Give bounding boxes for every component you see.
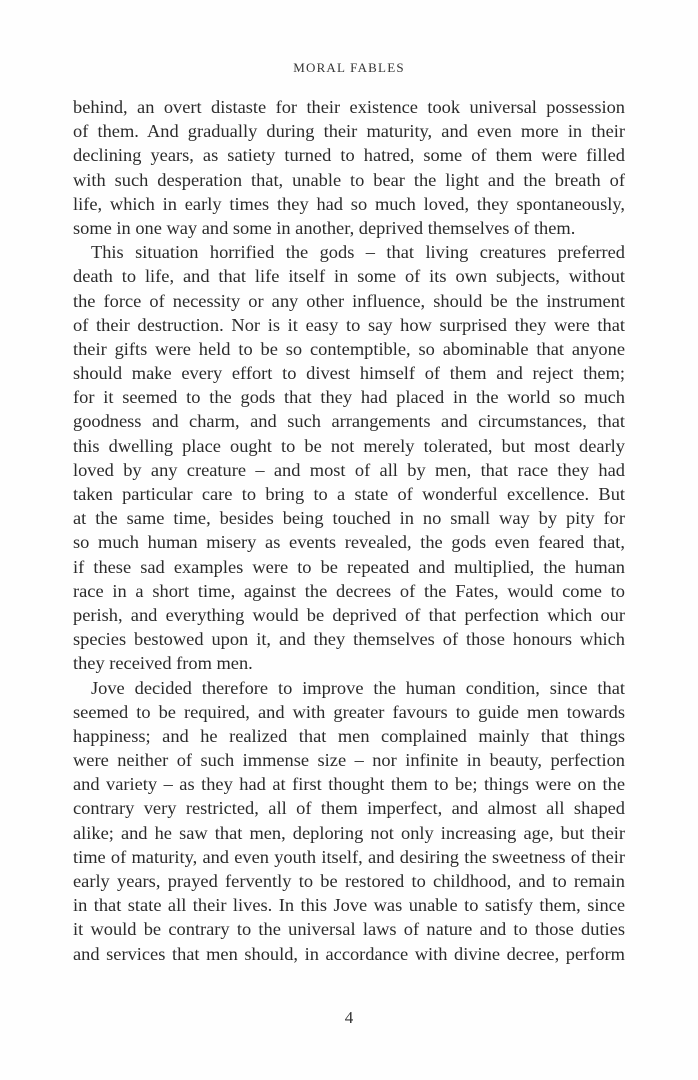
- text-line: race in a short time, against the decrees of the Fates, would come to: [73, 580, 625, 601]
- text-line: and variety – as they had at first thought them to be; things were on the: [73, 774, 625, 795]
- text-line: This situation horrified the gods – that living creatures preferred: [91, 242, 625, 263]
- text-line: loved by any creature – and most of all by men, that race they had: [73, 459, 625, 480]
- text-line: alike; and he saw that men, deploring not only increasing age, but their: [73, 822, 625, 843]
- text-line: and services that men should, in accordance with divine decree, perform: [73, 943, 625, 964]
- paragraph: [73, 95, 625, 240]
- text-line: if these sad examples were to be repeated and multiplied, the human: [73, 556, 625, 577]
- text-line: in that state all their lives. In this Jove was unable to satisfy them, since: [73, 895, 625, 916]
- paragraph: [73, 240, 625, 675]
- text-line: their gifts were held to be so contemptible, so abominable that anyone: [73, 338, 625, 359]
- text-line: of them. And gradually during their maturity, and even more in their: [73, 121, 625, 142]
- text-line: contrary very restricted, all of them imperfect, and almost all shaped: [73, 798, 625, 819]
- body-text: [73, 95, 625, 966]
- text-line: at the same time, besides being touched in no small way by pity for: [73, 508, 625, 529]
- text-line: Jove decided therefore to improve the human condition, since that: [91, 677, 625, 698]
- text-line: taken particular care to bring to a state of wonderful excellence. But: [73, 484, 625, 504]
- text-line: it would be contrary to the universal laws of nature and to those duties: [73, 919, 625, 940]
- paragraph: [73, 676, 625, 966]
- text-line: early years, prayed fervently to be restored to childhood, and to remain: [73, 871, 625, 891]
- text-line: species bestowed upon it, and they themselves of those honours which: [73, 629, 625, 650]
- text-line: for it seemed to the gods that they had placed in the world so much: [73, 387, 625, 408]
- text-line: declining years, as satiety turned to hatred, some of them were filled: [73, 145, 625, 166]
- text-line: should make every effort to divest himself of them and reject them;: [73, 363, 625, 384]
- text-line: they received from men.: [73, 653, 253, 674]
- text-line: time of maturity, and even youth itself, and desiring the sweetness of their: [73, 846, 625, 867]
- text-line: perish, and everything would be deprived of that perfection which our: [73, 604, 625, 625]
- text-line: with such desperation that, unable to bear the light and the breath of: [73, 169, 625, 190]
- text-line: this dwelling place ought to be not merely tolerated, but most dearly: [73, 435, 625, 456]
- text-line: some in one way and some in another, deprived themselves of them.: [73, 217, 576, 238]
- page-number: 4: [344, 1008, 354, 1027]
- text-line: happiness; and he realized that men complained mainly that things: [73, 725, 625, 746]
- text-line: death to life, and that life itself in some of its own subjects, without: [73, 266, 625, 287]
- text-line: behind, an overt distaste for their existence took universal possession: [73, 97, 625, 117]
- text-line: seemed to be required, and with greater favours to guide men towards: [73, 701, 625, 722]
- running-head: MORAL FABLES: [293, 60, 405, 75]
- text-line: were neither of such immense size – nor infinite in beauty, perfection: [73, 750, 625, 771]
- text-line: goodness and charm, and such arrangements and circumstances, that: [73, 411, 625, 432]
- text-line: so much human misery as events revealed, the gods even feared that,: [73, 532, 625, 553]
- text-line: life, which in early times they had so much loved, they spontaneously,: [73, 193, 625, 214]
- text-line: the force of necessity or any other influence, should be the instrument: [73, 290, 625, 311]
- text-line: of their destruction. Nor is it easy to say how surprised they were that: [73, 314, 625, 335]
